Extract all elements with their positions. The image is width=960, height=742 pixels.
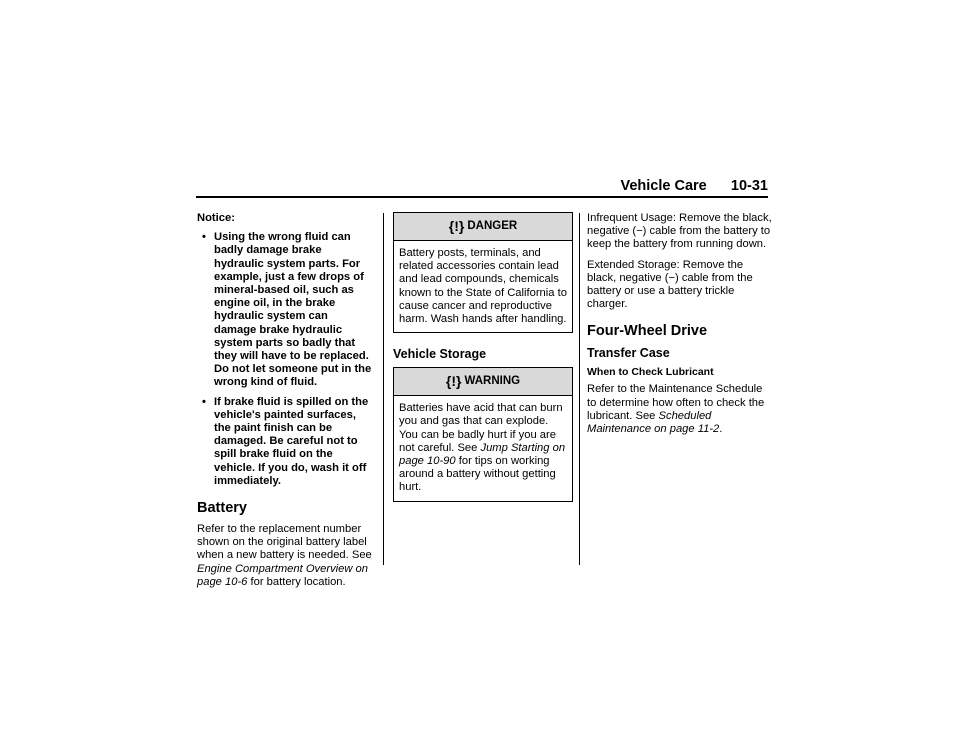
warning-header — [394, 368, 572, 396]
bullet-icon: • — [202, 395, 206, 408]
running-head — [620, 178, 768, 194]
extended-storage-paragraph: Extended Storage: Remove the black, negative (−) cable from the battery or use a battery trickle charger. — [587, 258, 753, 311]
transfer-case-heading: Transfer Case — [587, 346, 670, 361]
scheduled-maintenance-link[interactable]: Scheduled Maintenance on page 11-2 — [587, 409, 720, 436]
column-divider — [383, 213, 384, 565]
column-divider — [579, 213, 580, 565]
page-number: 10-31 — [730, 178, 768, 194]
jump-starting-link[interactable]: Jump Starting on page 10-90 — [399, 441, 566, 468]
column-3 — [587, 212, 772, 436]
alert-icon: {!} — [445, 373, 462, 390]
danger-label: DANGER — [467, 219, 518, 232]
vehicle-storage-heading: Vehicle Storage — [393, 347, 487, 362]
check-lubricant-paragraph: Refer to the Maintenance Schedule to determine how often to check the lubricant. See Scheduled Maintenance on page 11-2. — [587, 383, 765, 436]
section-title: Vehicle Care — [620, 178, 707, 194]
notice-list — [197, 231, 373, 488]
danger-header — [394, 213, 572, 241]
bullet-icon: • — [202, 231, 206, 244]
column-2 — [393, 212, 573, 516]
battery-paragraph: Refer to the replacement number shown on the original battery label when a new battery is needed. See Engine Compartment Overview on page 10-6 for battery location. — [197, 523, 372, 588]
list-item: • Using the wrong fluid can badly damage brake hydraulic system parts. For example, just a few drops of mineral-based oil, such as engine oil, in the brake hydraulic system can damage brake hydraulic system parts so badly that they will have to be replaced. Do not let someone put in the wrong kind of fluid. — [202, 231, 372, 389]
notice-label: Notice: — [197, 212, 235, 224]
header-rule — [196, 196, 768, 198]
warning-text: Batteries have acid that can burn you and gas that can explode. You can be badly hurt if you are not careful. See Jump Starting on page 10-90 for tips on working around a battery without getting hurt. — [399, 402, 566, 494]
warning-box — [393, 367, 573, 501]
warning-label: WARNING — [464, 375, 521, 388]
page-header — [190, 178, 768, 196]
danger-box — [393, 212, 573, 333]
battery-heading: Battery — [197, 500, 247, 517]
alert-icon: {!} — [448, 217, 465, 234]
four-wheel-drive-heading: Four-Wheel Drive — [587, 323, 708, 340]
check-lubricant-heading: When to Check Lubricant — [587, 366, 714, 379]
infrequent-usage-paragraph: Infrequent Usage: Remove the black, negative (−) cable from the battery to keep the battery from running down. — [587, 212, 772, 251]
danger-text: Battery posts, terminals, and related accessories contain lead and lead compounds, chemicals known to the State of California to cause cancer and reproductive harm. Wash hands after handling. — [399, 247, 567, 326]
list-item: • If brake fluid is spilled on the vehicle's painted surfaces, the paint finish can be damaged. Be careful not to spill brake fluid on the vehicle. If you do, wash it off immediately. — [202, 395, 369, 487]
engine-compartment-link[interactable]: Engine Compartment Overview on page 10-6 — [197, 562, 368, 588]
column-1 — [197, 212, 373, 589]
